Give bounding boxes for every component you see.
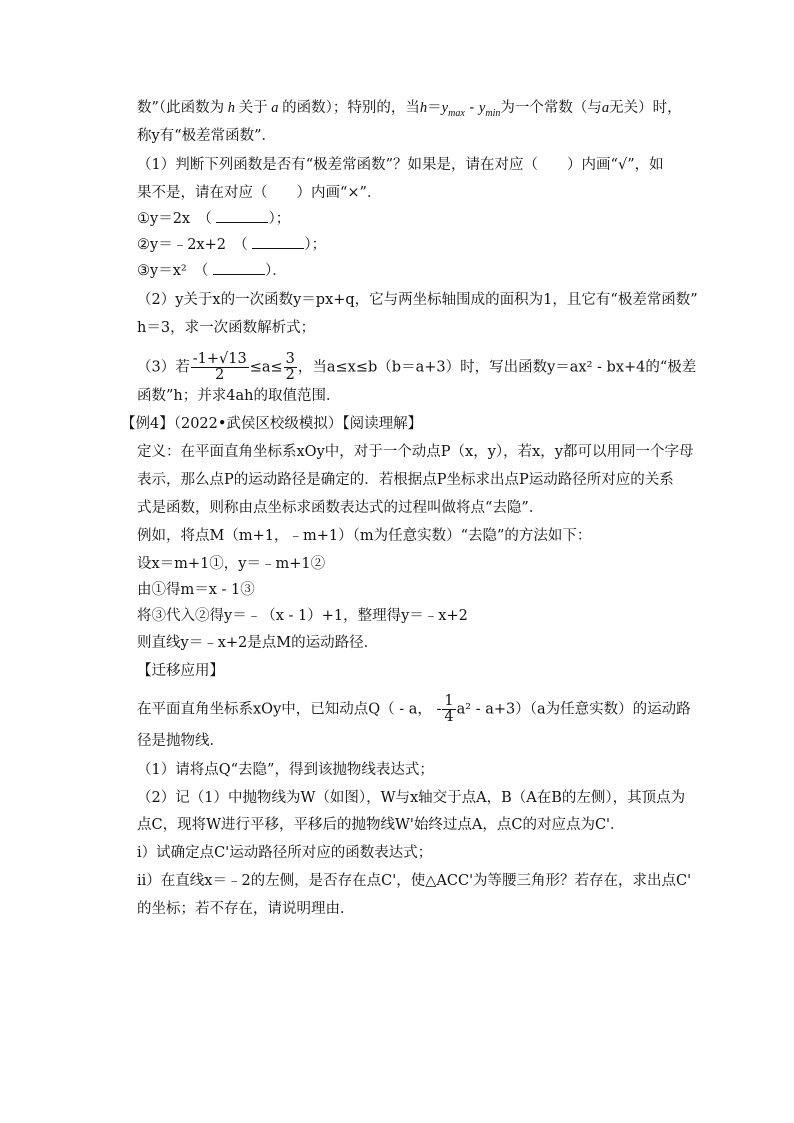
fraction-denominator: 4 xyxy=(444,709,454,725)
function-text: ①y＝2x xyxy=(137,211,191,227)
function-text: ②y＝﹣2x+2 xyxy=(137,237,226,253)
question-2a: （2）y关于x的一次函数y＝px+q，它与两坐标轴围成的面积为1，且它有“极差常函数” xyxy=(137,292,698,308)
question-1a: （1）判断下列函数是否有“极差常函数”？如果是，请在对应（ ）内画“√”，如 xyxy=(137,157,664,173)
example-4-heading: 【例4】（2022•武侯区校级模拟）【阅读理解】 xyxy=(121,416,423,432)
example-2: 设x＝m+1①，y＝﹣m+1② xyxy=(137,556,326,572)
text-seg: （3）若 xyxy=(137,359,190,376)
fraction-numerator: 1 xyxy=(444,693,454,709)
question-2b: h＝3，求一次函数解析式； xyxy=(137,320,316,336)
definition-1: 定义：在平面直角坐标系xOy中，对于一个动点P（x，y），若x，y都可以用同一个字母 xyxy=(137,444,694,460)
fraction-denominator: 2 xyxy=(215,367,225,383)
sub-i: ⅰ）试确定点C'运动路径所对应的函数表达式； xyxy=(137,845,433,861)
part-2b: 点C，现将W进行平移，平移后的抛物线W'始终过点A，点C的对应点为C'． xyxy=(137,817,625,833)
function-2: ②y＝﹣2x+2 （ ）； xyxy=(137,237,327,253)
migration-2: 径是抛物线． xyxy=(137,733,224,749)
definition-3: 式是函数，则称由点坐标求函数表达式的过程叫做将点“去隐”． xyxy=(137,500,544,516)
text-seg: ，当a≤x≤b（b＝a+3）时，写出函数y＝ax² - bx+4的“极差 xyxy=(297,359,697,376)
function-text: ③y＝x² xyxy=(137,263,187,279)
migration-1 xyxy=(137,694,691,725)
text-seg: 在平面直角坐标系xOy中，已知动点Q（ - a， - xyxy=(137,701,442,718)
var-a: a xyxy=(267,100,283,116)
text-seg: 关于 xyxy=(238,100,268,116)
example-3: 由①得m＝x - 1③ xyxy=(137,582,255,598)
text-seg: 无关）时， xyxy=(609,100,682,116)
fraction-numerator: -1+√13 xyxy=(192,351,247,367)
part-2a: （2）记（1）中抛物线为W（如图），W与x轴交于点A，B（A在B的左侧），其顶点为 xyxy=(137,790,686,806)
answer-blank[interactable] xyxy=(216,210,268,223)
example-1: 例如，将点M（m+1，﹣m+1）（m为任意实数）“去隐”的方法如下： xyxy=(137,528,592,544)
fraction-denominator: 2 xyxy=(285,367,295,383)
definition-2: 表示，那么点P的运动路径是确定的．若根据点P坐标求出点P运动路径所对应的关系 xyxy=(137,472,674,488)
function-3: ③y＝x² （ ）． xyxy=(137,263,287,279)
var-a2: a xyxy=(601,100,610,116)
text-line-2: 称y有“极差常函数”． xyxy=(137,128,277,144)
fraction-three-halves xyxy=(284,352,297,383)
fraction-sqrt13 xyxy=(191,352,249,383)
text-seg: 数”（此函数为 xyxy=(137,100,225,116)
migration-heading: 【迁移应用】 xyxy=(137,663,224,679)
text-line-1: 数”（此函数为 h 关于 a 的函数）；特别的，当$h=y_{max} - y_{min}$为一个常数（与a无关）时， xyxy=(137,100,682,119)
formula-h: h xyxy=(419,100,428,116)
example-4: 将③代入②得y＝﹣（x - 1）+1，整理得y＝﹣x+2 xyxy=(137,608,468,624)
formula-ymax: $y_{max}$ xyxy=(441,100,465,119)
text-seg: 的函数）；特别的，当 xyxy=(282,100,420,116)
text-seg: 为一个常数（与 xyxy=(500,100,602,116)
text-seg: a² - a+3）（a为任意实数）的运动路 xyxy=(456,701,691,718)
question-1b: 果不是，请在对应（ ）内画“×”． xyxy=(137,185,382,201)
fraction-numerator: 3 xyxy=(285,351,295,367)
sub-ii-a: ⅱ）在直线x＝﹣2的左侧，是否存在点C'，使△ACC'为等腰三角形？若存在，求出点C' xyxy=(137,873,692,889)
question-3a xyxy=(137,352,696,383)
var-h: h xyxy=(224,100,239,116)
text-seg: ≤a≤ xyxy=(249,359,283,376)
function-1: ①y＝2x （ ）； xyxy=(137,211,291,227)
sub-ii-b: 的坐标；若不存在，请说明理由． xyxy=(137,901,355,917)
answer-blank[interactable] xyxy=(252,236,304,249)
formula-ymin: $y_{min}$ xyxy=(478,100,501,119)
example-5: 则直线y＝﹣x+2是点M的运动路径． xyxy=(137,635,379,651)
part-1: （1）请将点Q“去隐”，得到该抛物线表达式； xyxy=(137,762,434,778)
question-3c: 函数”h；并求4ah的取值范围． xyxy=(137,388,341,404)
fraction-quarter xyxy=(442,694,455,725)
answer-blank[interactable] xyxy=(213,262,265,275)
